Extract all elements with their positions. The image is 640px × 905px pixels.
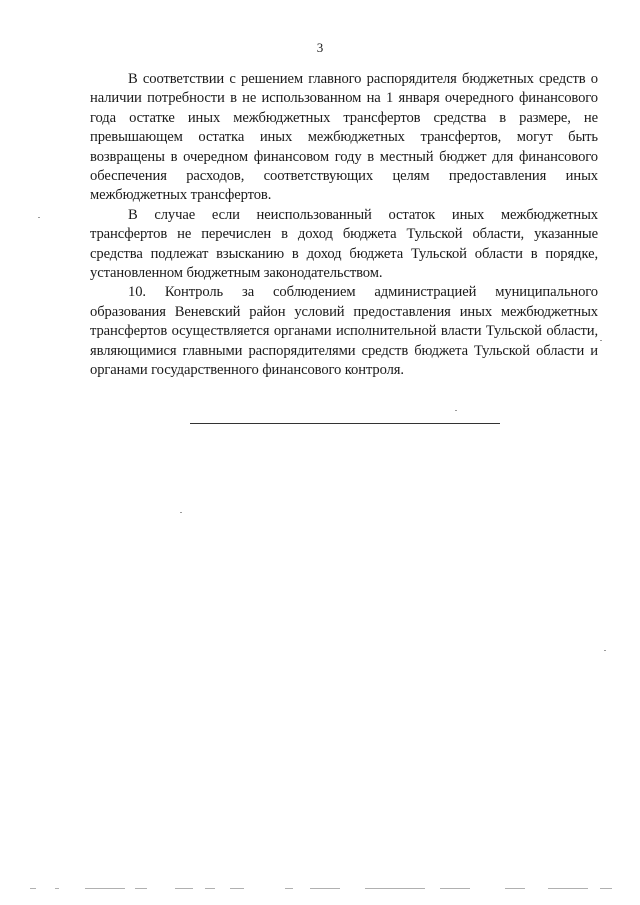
paragraph-control: 10. Контроль за соблюдением администрацией муниципального образования Веневский район условий предоставления иных межбюджетных трансфертов осуществляется органами исполнительной власти Тульской области, являющимися главными распорядителями средств бюджета Тульской области и органами государственного финансового контроля. [90,284,598,379]
scan-speck [600,340,602,341]
scan-speck [455,410,457,411]
paragraph-unused-balance: В случае если неиспользованный остаток иных межбюджетных трансфертов не перечислен в доход бюджета Тульской области, указанные средства подлежат взысканию в доход бюджета Тульской области в порядке, установленном бюджетным законодательством. [90,206,598,282]
scan-bottom-noise [0,888,640,890]
document-body [90,70,598,381]
page-number: 3 [316,40,324,55]
scan-speck [38,217,40,218]
scan-speck [604,650,606,651]
scan-speck [180,512,182,513]
closing-separator-line [190,423,500,424]
paragraph-return-of-funds: В соответствии с решением главного распорядителя бюджетных средств о наличии потребности в не использованном на 1 января очередного финансового года остатке иных межбюджетных трансфертов средства в размере, не превышающем остатка иных межбюджетных трансфертов, могут быть возвращены в очередном финансовом году в местный бюджет для финансового обеспечения расходов, соответствующих целям предоставления иных межбюджетных трансфертов. [90,71,598,204]
